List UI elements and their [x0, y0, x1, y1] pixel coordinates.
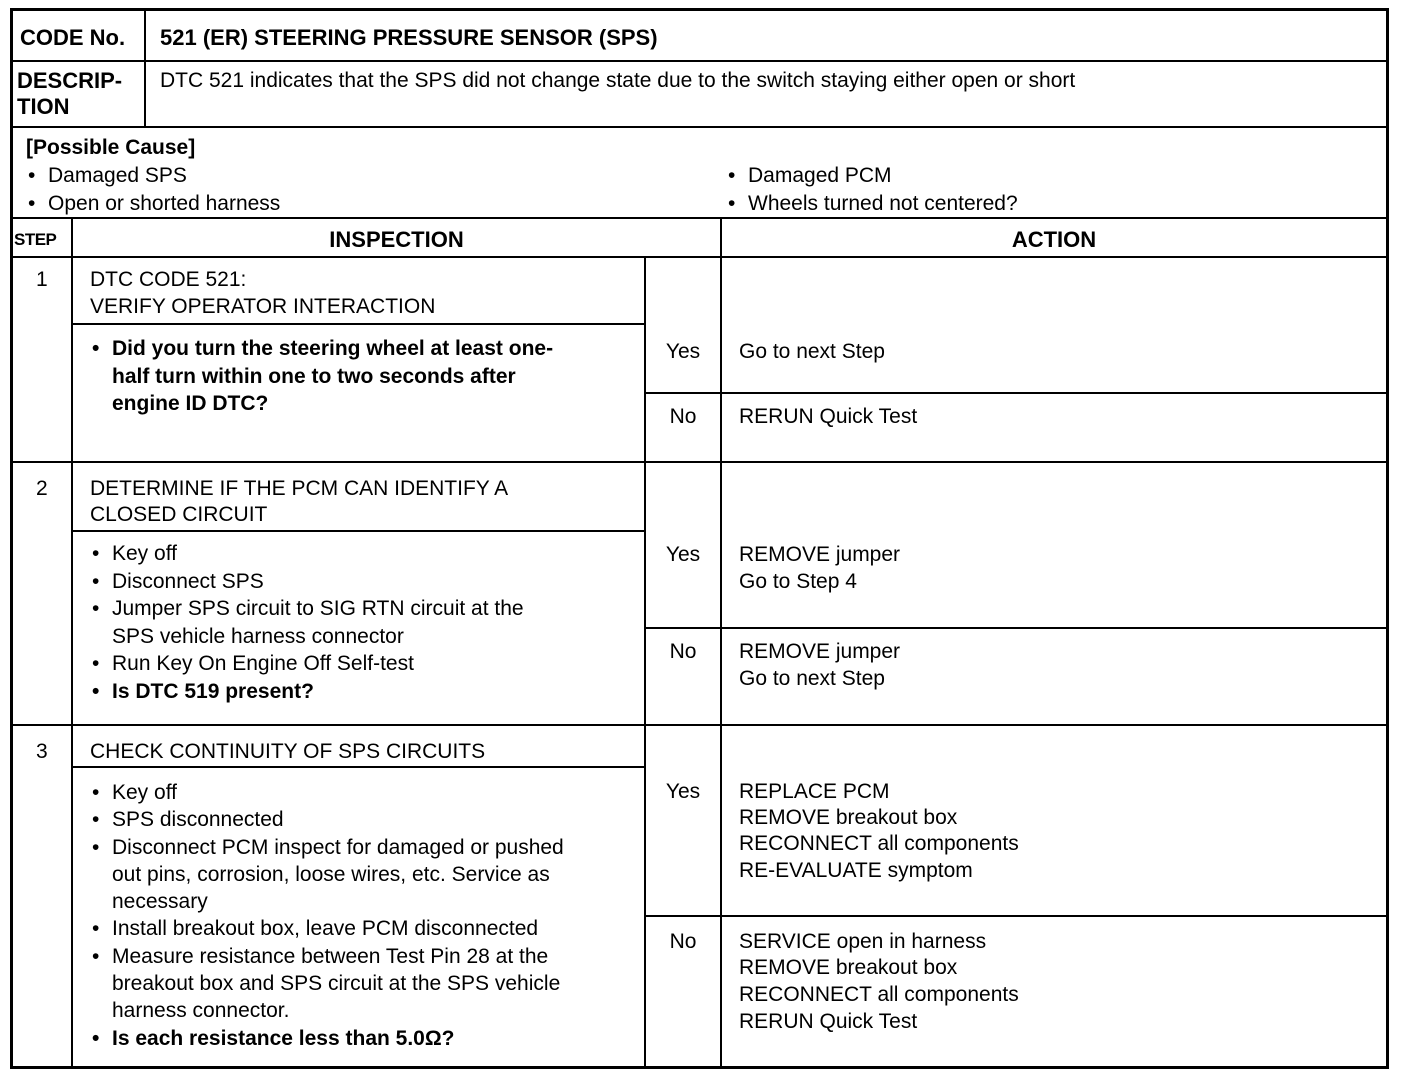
step-number: 1	[36, 268, 48, 291]
no-action: Go to next Step	[739, 667, 885, 690]
inspection-item: half turn within one to two seconds after	[112, 364, 516, 388]
inspection-item: • Is each resistance less than 5.0Ω?	[90, 1025, 564, 1052]
no-action: RECONNECT all components	[739, 983, 1019, 1006]
cause-item: • Damaged SPS	[26, 162, 280, 190]
step-title: VERIFY OPERATOR INTERACTION	[90, 295, 436, 318]
yes-action: RECONNECT all components	[739, 832, 1019, 855]
cause-item: • Open or shorted harness	[26, 190, 280, 218]
possible-cause-title: [Possible Cause]	[26, 136, 196, 159]
description-text: DTC 521 indicates that the SPS did not change state due to the switch staying either open or short	[160, 69, 1076, 92]
inspection-item: • SPS disconnected	[90, 806, 564, 833]
inspection-item: necessary	[112, 890, 208, 914]
code-title: 521 (ER) STEERING PRESSURE SENSOR (SPS)	[160, 25, 658, 50]
step-inspection-list	[90, 779, 564, 1052]
inspection-item: breakout box and SPS circuit at the SPS vehicle	[112, 972, 561, 996]
yes-action: REPLACE PCM	[739, 780, 890, 803]
inspection-item: harness connector.	[112, 999, 290, 1023]
step-number: 2	[36, 477, 48, 500]
step-title: DTC CODE 521:	[90, 268, 247, 291]
inspection-item: out pins, corrosion, loose wires, etc. Service as	[112, 862, 550, 886]
step-inspection-list	[90, 335, 553, 418]
inspection-item: • Did you turn the steering wheel at least one-	[90, 335, 553, 363]
column-header-step: STEP	[14, 230, 57, 249]
description-label-line2: TION	[17, 94, 70, 119]
inspection-item: engine ID DTC?	[112, 392, 269, 415]
yes-action: RE-EVALUATE symptom	[739, 859, 973, 882]
step-title: DETERMINE IF THE PCM CAN IDENTIFY A	[90, 477, 509, 500]
inspection-item: • Disconnect PCM inspect for damaged or pushed	[90, 834, 564, 861]
cause-item: • Wheels turned not centered?	[726, 190, 1018, 218]
description-label-line1: DESCRIP-	[17, 68, 123, 93]
no-label: No	[669, 930, 697, 953]
yes-action: Go to next Step	[739, 340, 885, 363]
yes-action: REMOVE jumper	[739, 543, 901, 566]
step-title: CLOSED CIRCUIT	[90, 503, 268, 526]
code-label: CODE No.	[20, 25, 126, 50]
inspection-item: • Key off	[90, 779, 564, 806]
no-action: REMOVE breakout box	[739, 956, 958, 979]
step-number: 3	[36, 740, 48, 763]
inspection-item: • Disconnect SPS	[90, 568, 524, 596]
possible-cause-list-right	[726, 162, 1018, 217]
no-action: RERUN Quick Test	[739, 1010, 918, 1033]
column-header-inspection: INSPECTION	[329, 227, 464, 252]
yes-label: Yes	[665, 340, 701, 363]
yes-label: Yes	[665, 543, 701, 566]
yes-action: REMOVE breakout box	[739, 806, 958, 829]
inspection-item: • Jumper SPS circuit to SIG RTN circuit at the	[90, 595, 524, 623]
step-inspection-list	[90, 540, 524, 705]
inspection-item: • Run Key On Engine Off Self-test	[90, 650, 524, 678]
no-action: REMOVE jumper	[739, 640, 901, 663]
inspection-item: • Key off	[90, 540, 524, 568]
cause-item: • Damaged PCM	[726, 162, 1018, 190]
possible-cause-list-left	[26, 162, 280, 217]
column-header-action: ACTION	[1011, 227, 1097, 252]
inspection-item: • Install breakout box, leave PCM disconnected	[90, 915, 564, 942]
no-action: SERVICE open in harness	[739, 930, 987, 953]
step-title: CHECK CONTINUITY OF SPS CIRCUITS	[90, 740, 486, 763]
no-action: RERUN Quick Test	[739, 405, 918, 428]
inspection-item: • Measure resistance between Test Pin 28 at the	[90, 943, 564, 970]
inspection-item: SPS vehicle harness connector	[112, 624, 404, 648]
yes-label: Yes	[665, 780, 701, 803]
inspection-item: • Is DTC 519 present?	[90, 678, 524, 706]
no-label: No	[669, 405, 697, 428]
yes-action: Go to Step 4	[739, 570, 857, 593]
no-label: No	[669, 640, 697, 663]
